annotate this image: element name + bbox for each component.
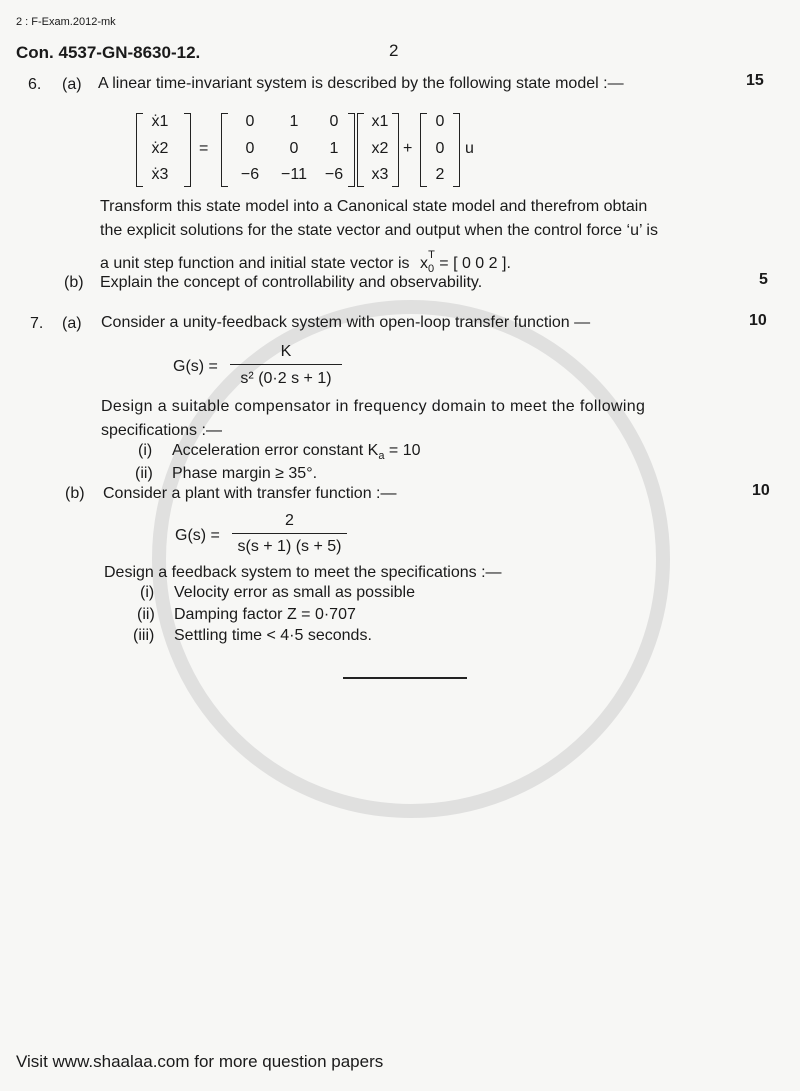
q7a-numerator: K <box>280 343 292 360</box>
a-cell: 1 <box>329 140 339 157</box>
q6-number: 6. <box>28 76 42 93</box>
fraction-line <box>230 364 342 365</box>
q7b-label: (b) <box>65 485 85 502</box>
b-cell: 0 <box>435 140 445 157</box>
q7a-para2: specifications :— <box>101 422 222 439</box>
q6a-para3: a unit step function and initial state vector is <box>100 255 410 272</box>
con-code: Con. 4537-GN-8630-12. <box>16 43 201 62</box>
lhs-1: ẋ1 <box>151 113 169 130</box>
spec-text: Acceleration error constant K <box>172 442 379 459</box>
a-cell: −6 <box>324 166 344 183</box>
spec-label: (i) <box>140 584 155 601</box>
q6a-para1: Transform this state model into a Canonical state model and therefrom obtain <box>100 198 648 215</box>
q7a-marks: 10 <box>749 312 767 329</box>
x0-sup: T <box>428 249 435 261</box>
equals: = <box>199 140 209 157</box>
fraction-line <box>232 533 347 534</box>
x0-value: = [ 0 0 2 ]. <box>439 255 511 272</box>
q6b-text: Explain the concept of controllability and observability. <box>100 274 483 291</box>
q6a-para2: the explicit solutions for the state vector and output when the control force ‘u’ is <box>100 222 658 239</box>
end-rule <box>343 677 467 679</box>
a-cell: 0 <box>289 140 299 157</box>
q7a-lhs: G(s) = <box>173 358 218 375</box>
b-cell: 2 <box>435 166 445 183</box>
x0-sub: 0 <box>427 263 435 276</box>
x-cell: x1 <box>371 113 389 130</box>
spec-label: (iii) <box>133 627 155 644</box>
u-symbol: u <box>465 140 474 157</box>
q7-number: 7. <box>30 315 44 332</box>
q6a-text: A linear time-invariant system is described by the following state model :— <box>98 75 624 92</box>
spec-label: (i) <box>138 442 153 459</box>
q7a-text: Consider a unity-feedback system with open-loop transfer function — <box>101 314 591 331</box>
spec-label: (ii) <box>135 465 153 482</box>
a-cell: 0 <box>245 140 255 157</box>
lhs-3: ẋ3 <box>151 166 169 183</box>
q6b-label: (b) <box>64 274 84 291</box>
file-ref: 2 : F-Exam.2012-mk <box>16 16 116 28</box>
q7b-para1: Design a feedback system to meet the specifications :— <box>104 564 502 581</box>
spec-text: Settling time < 4·5 seconds. <box>174 627 372 644</box>
plus: + <box>403 140 413 157</box>
q6a-label: (a) <box>62 76 82 93</box>
spec-text: Phase margin ≥ 35°. <box>172 465 318 482</box>
x-cell: x2 <box>371 140 389 157</box>
spec-tail: = 10 <box>384 442 421 459</box>
q7b-lhs: G(s) = <box>175 527 220 544</box>
spec-sub: a <box>378 450 385 463</box>
a-cell: −11 <box>281 166 307 183</box>
spec-text: Damping factor Z = 0·707 <box>174 606 356 623</box>
q7b-marks: 10 <box>752 482 770 499</box>
q7b-text: Consider a plant with transfer function :— <box>103 485 397 502</box>
x-cell: x3 <box>371 166 389 183</box>
q7b-numerator: 2 <box>285 512 294 529</box>
q7b-denominator: s(s + 1) (s + 5) <box>237 538 342 555</box>
lhs-2: ẋ2 <box>151 140 169 157</box>
x0-expression <box>419 249 511 276</box>
a-cell: 0 <box>245 113 255 130</box>
q6b-marks: 5 <box>759 271 768 288</box>
a-cell: 1 <box>289 113 299 130</box>
q6a-para3-line <box>100 249 511 275</box>
footer-link[interactable]: Visit www.shaalaa.com for more question papers <box>16 1052 384 1071</box>
spec-label: (ii) <box>137 606 155 623</box>
spec-item <box>172 442 420 462</box>
q7a-label: (a) <box>62 315 82 332</box>
q7a-para1: Design a suitable compensator in frequency domain to meet the following <box>101 398 646 415</box>
q7a-denominator: s² (0·2 s + 1) <box>240 370 332 387</box>
a-cell: −6 <box>240 166 260 183</box>
a-cell: 0 <box>329 113 339 130</box>
page-number: 2 <box>389 41 399 60</box>
b-cell: 0 <box>435 113 445 130</box>
q6a-marks: 15 <box>746 72 764 89</box>
x0-symbol: x <box>419 255 428 272</box>
spec-text: Velocity error as small as possible <box>174 584 415 601</box>
